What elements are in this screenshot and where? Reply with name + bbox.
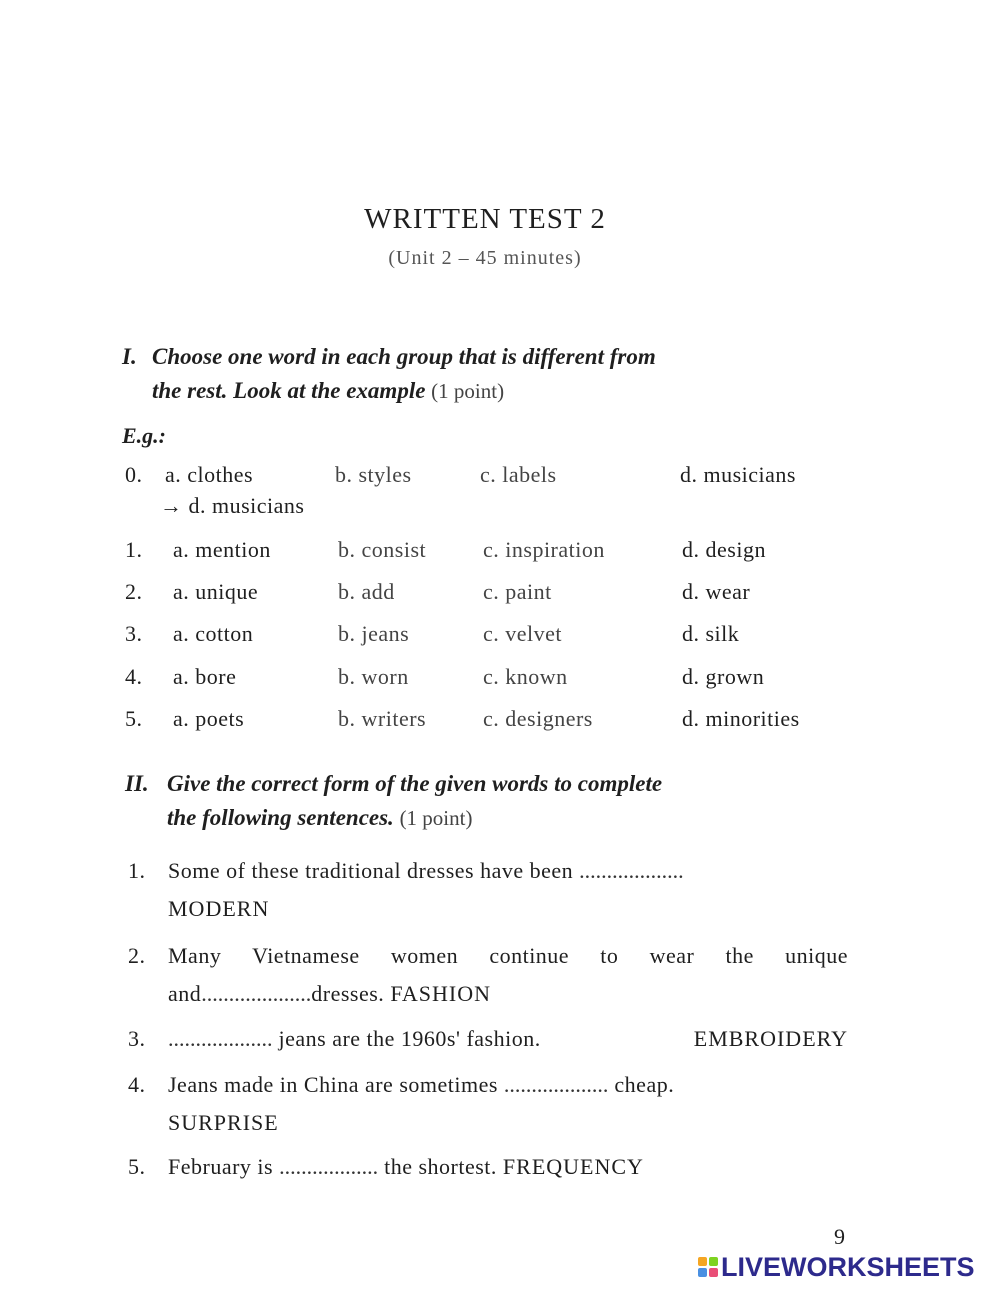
- logo-text: LIVEWORKSHEETS: [721, 1251, 975, 1282]
- sentence-number: 4.: [128, 1072, 146, 1097]
- option-b: b. writers: [338, 706, 427, 731]
- section-2-number: II.: [125, 771, 149, 796]
- sentence-number: 1.: [128, 858, 146, 883]
- option-d: d. minorities: [682, 706, 800, 731]
- section-1-instruction-line2: the rest. Look at the example: [152, 378, 426, 403]
- section-1-heading: [122, 340, 656, 408]
- test-title: WRITTEN TEST 2: [364, 203, 606, 235]
- sentence-text-after: cheap.: [608, 1072, 675, 1097]
- keyword: MODERN: [168, 896, 270, 921]
- test-subtitle: (Unit 2 – 45 minutes): [388, 247, 582, 269]
- section-2-instruction-line2: the following sentences.: [167, 805, 394, 830]
- answer-blank[interactable]: ....................: [201, 981, 312, 1006]
- option-a: a. bore: [173, 664, 237, 689]
- option-a: a. unique: [173, 579, 259, 604]
- option-number: 0.: [125, 462, 143, 487]
- option-a: a. poets: [173, 706, 245, 731]
- option-b: b. consist: [338, 537, 427, 562]
- option-d: d. musicians: [680, 462, 796, 487]
- sentence-text-before: Jeans made in China are sometimes: [168, 1072, 504, 1097]
- option-b: b. worn: [338, 664, 409, 689]
- sentence-text-before: Some of these traditional dresses have been: [168, 858, 580, 883]
- sentence-item: [128, 1148, 848, 1186]
- section-1-number: I.: [122, 344, 137, 369]
- option-d: d. silk: [682, 621, 740, 646]
- option-b: b. add: [338, 579, 395, 604]
- option-d: d. wear: [682, 579, 751, 604]
- option-a: a. clothes: [165, 462, 254, 487]
- answer-blank[interactable]: ..................: [279, 1154, 379, 1179]
- sentence-number: 2.: [128, 943, 146, 968]
- option-number: 2.: [125, 579, 143, 604]
- logo-squares-icon: [698, 1257, 718, 1277]
- sentence-text-before: Many Vietnamese women continue to wear the unique and: [168, 943, 848, 1006]
- answer-blank[interactable]: ...................: [503, 1072, 609, 1097]
- logo-square: [709, 1257, 718, 1266]
- option-c: c. designers: [483, 706, 593, 731]
- sentence-item: [128, 852, 848, 928]
- option-c: c. paint: [483, 579, 552, 604]
- liveworksheets-logo[interactable]: [698, 1252, 975, 1282]
- option-c: c. velvet: [483, 621, 563, 646]
- example-answer: → d. musicians: [160, 493, 305, 518]
- example-label: E.g.:: [122, 423, 166, 448]
- section-2-heading: [125, 767, 662, 835]
- option-a: a. mention: [173, 537, 271, 562]
- option-d: d. design: [682, 537, 766, 562]
- keyword: FASHION: [390, 981, 492, 1006]
- answer-blank[interactable]: ...................: [168, 1026, 273, 1051]
- sentence-text-before: February is: [168, 1154, 280, 1179]
- sentence-item: [128, 1020, 848, 1058]
- option-number: 5.: [125, 706, 143, 731]
- answer-blank[interactable]: ...................: [579, 858, 684, 883]
- option-number: 1.: [125, 537, 143, 562]
- sentence-item: [128, 1066, 848, 1142]
- option-number: 3.: [125, 621, 143, 646]
- logo-square: [698, 1268, 707, 1277]
- section-2-instruction-line1: Give the correct form of the given words to complete: [167, 771, 663, 796]
- logo-square: [709, 1268, 718, 1277]
- section-1-points: (1 point): [431, 379, 505, 403]
- option-c: c. inspiration: [483, 537, 605, 562]
- logo-square: [698, 1257, 707, 1266]
- option-d: d. grown: [682, 664, 765, 689]
- keyword: EMBROIDERY: [693, 1026, 848, 1051]
- sentence-number: 5.: [128, 1154, 146, 1179]
- option-b: b. styles: [335, 462, 412, 487]
- option-number: 4.: [125, 664, 143, 689]
- keyword: FREQUENCY: [502, 1154, 644, 1179]
- option-c: c. known: [483, 664, 568, 689]
- option-b: b. jeans: [338, 621, 410, 646]
- sentence-text-after: the shortest.: [378, 1154, 497, 1179]
- keyword: SURPRISE: [168, 1110, 279, 1135]
- option-c: c. labels: [480, 462, 557, 487]
- sentence-item: [128, 937, 848, 1013]
- sentence-text-after: dresses.: [311, 981, 385, 1006]
- section-1-instruction-line1: Choose one word in each group that is different from: [152, 344, 656, 369]
- page-number: 9: [834, 1224, 845, 1249]
- section-2-points: (1 point): [399, 806, 473, 830]
- option-a: a. cotton: [173, 621, 254, 646]
- sentence-text-after: jeans are the 1960s' fashion.: [272, 1026, 541, 1051]
- sentence-number: 3.: [128, 1026, 146, 1051]
